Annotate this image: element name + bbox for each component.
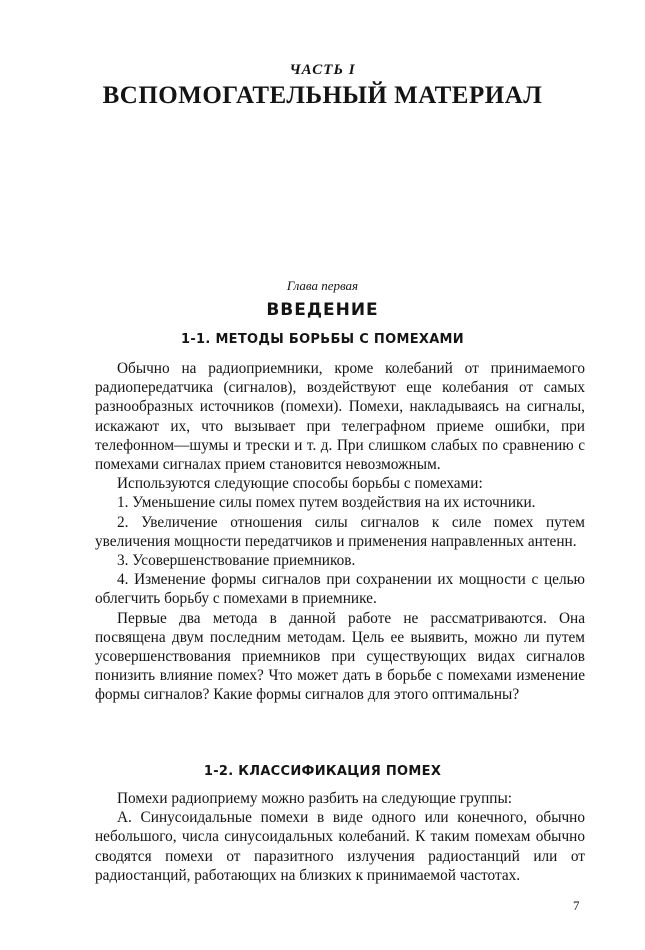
paragraph: 3. Усовершенствование приемников.	[117, 552, 356, 570]
paragraph: Помехи радиоприему можно разбить на следующие группы:	[117, 790, 512, 807]
chapter-title: ВВЕДЕНИЕ	[266, 300, 379, 320]
section-title-classification: 1-2. КЛАССИФИКАЦИЯ ПОМЕХ	[203, 764, 442, 779]
part-label: ЧАСТЬ I	[289, 62, 356, 78]
part-title: ВСПОМОГАТЕЛЬНЫЙ МАТЕРИАЛ	[102, 82, 543, 109]
paragraph: 2. Увеличение отношения силы сигналов к силе помех путем увеличения мощности передатчиков и применения направленных антенн.	[95, 513, 585, 550]
paragraph: 1. Уменьшение силы помех путем воздействия на их источники.	[117, 494, 536, 512]
section-title-methods: 1-1. МЕТОДЫ БОРЬБЫ С ПОМЕХАМИ	[181, 332, 464, 347]
paragraph: Обычно на радиоприемники, кроме колебаний от принимаемого радиопередатчика (сигналов), воздействуют еще колебания от самых разнообразных источников (помехи). Помехи, накладываясь на сигналы, искажают их, что вызывает при телеграфном приеме ошибки, при телефонном—шумы и трески и т. д. При слишком слабых по сравнению с помехами сигналах прием становится невозможным.	[95, 360, 585, 474]
paragraph: А. Синусоидальные помехи в виде одного или конечного, обычно небольшого, числа синусоидальных колебаний. К таким помехам обычно сводятся помехи от паразитного излучения радиостанций или от радиостанций, работающих на близких к принимаемой частотах.	[95, 809, 585, 884]
paragraph: Используются следующие способы борьбы с помехами:	[117, 475, 483, 493]
page-number: 7	[573, 898, 580, 913]
section-body-classification	[95, 789, 585, 885]
chapter-label: Глава первая	[286, 278, 359, 293]
section-body-methods	[95, 359, 585, 705]
paragraph: Первые два метода в данной работе не рассматриваются. Она посвящена двум последним методам. Цель ее выявить, можно ли путем усовершенствования приемников при существующих видах сигналов понизить влияние помех? Что может дать в борьбе с помехами изменение формы сигналов? Какие формы сигналов для этого оптимальны?	[95, 609, 585, 704]
paragraph: 4. Изменение формы сигналов при сохранении их мощности с целью облегчить борьбу с помехами в приемнике.	[95, 571, 585, 608]
